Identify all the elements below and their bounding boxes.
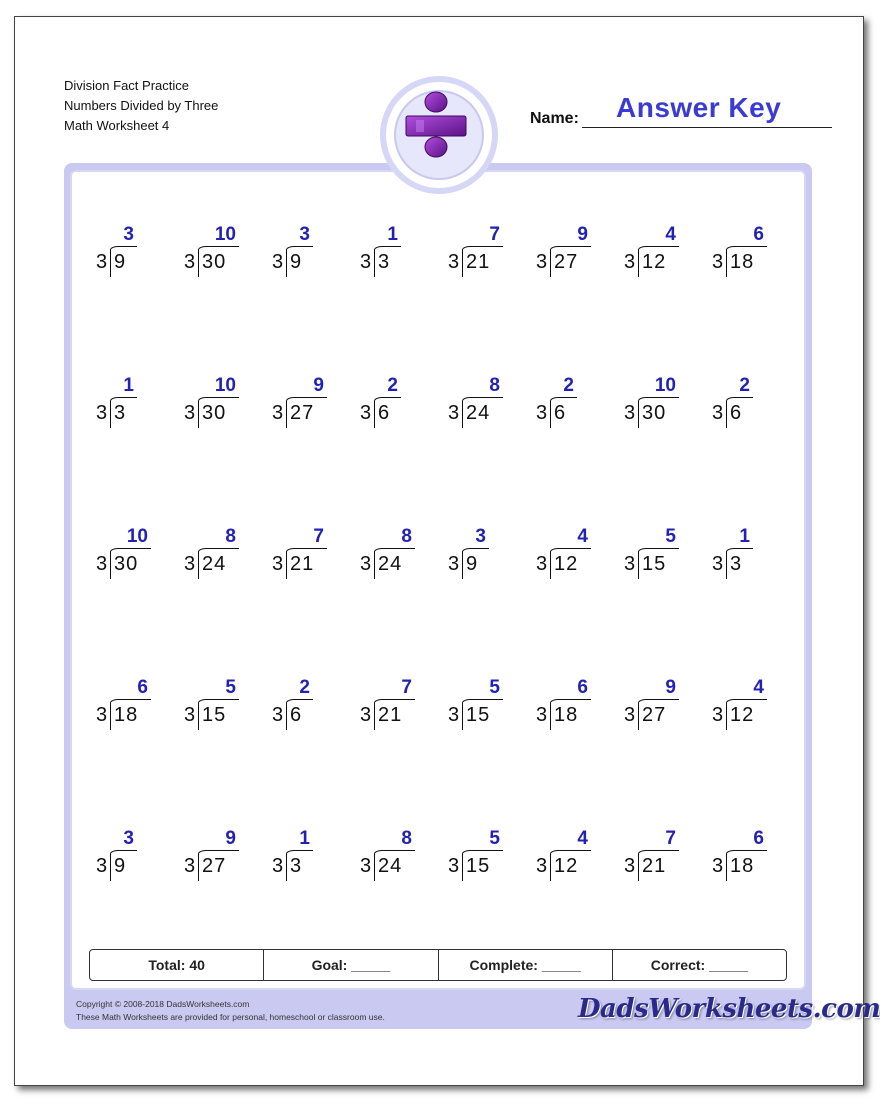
- division-problem: [354, 677, 414, 737]
- quotient-answer: 4: [753, 677, 764, 698]
- dividend: 3: [378, 251, 391, 273]
- quotient-answer: 6: [753, 828, 764, 849]
- dividend: 24: [378, 553, 403, 575]
- dividend: 18: [554, 704, 579, 726]
- division-problem: [90, 828, 150, 888]
- division-problem: [530, 677, 590, 737]
- divisor: 3: [360, 251, 372, 273]
- divisor: 3: [624, 855, 636, 877]
- divisor: 3: [624, 251, 636, 273]
- goal-cell: Goal: _____: [264, 950, 438, 980]
- quotient-answer: 8: [225, 526, 236, 547]
- division-problem: [442, 375, 502, 435]
- dividend: 12: [730, 704, 755, 726]
- divisor: 3: [712, 402, 724, 424]
- dividend: 12: [554, 553, 579, 575]
- divisor: 3: [272, 553, 284, 575]
- division-problem: [178, 526, 238, 586]
- quotient-answer: 6: [577, 677, 588, 698]
- divisor: 3: [360, 553, 372, 575]
- dividend: 27: [202, 855, 227, 877]
- dividend: 18: [730, 855, 755, 877]
- dividend: 27: [642, 704, 667, 726]
- site-logo: DadsWorksheets.com: [578, 994, 880, 1024]
- quotient-answer: 1: [299, 828, 310, 849]
- dividend: 6: [290, 704, 303, 726]
- name-field: [530, 92, 832, 128]
- name-label: Name:: [530, 110, 579, 127]
- dividend: 21: [642, 855, 667, 877]
- divisor: 3: [96, 251, 108, 273]
- quotient-answer: 5: [489, 677, 500, 698]
- quotient-answer: 4: [577, 526, 588, 547]
- name-value: Answer Key: [616, 92, 782, 123]
- divisor: 3: [272, 402, 284, 424]
- division-problem: [706, 526, 766, 586]
- division-problem: [266, 828, 326, 888]
- divisor: 3: [96, 402, 108, 424]
- dividend: 30: [202, 402, 227, 424]
- quotient-answer: 8: [401, 828, 412, 849]
- divisor: 3: [448, 855, 460, 877]
- usage-notice: These Math Worksheets are provided for personal, homeschool or classroom use.: [76, 1012, 385, 1022]
- division-problem: [178, 828, 238, 888]
- divisor: 3: [712, 704, 724, 726]
- quotient-answer: 2: [739, 375, 750, 396]
- dividend: 15: [642, 553, 667, 575]
- dividend: 6: [378, 402, 391, 424]
- dividend: 6: [730, 402, 743, 424]
- quotient-answer: 6: [753, 224, 764, 245]
- division-problem: [618, 526, 678, 586]
- quotient-answer: 2: [563, 375, 574, 396]
- title-line-2: Numbers Divided by Three: [64, 98, 219, 113]
- division-problem: [706, 224, 766, 284]
- quotient-answer: 8: [401, 526, 412, 547]
- divisor: 3: [448, 553, 460, 575]
- division-problem: [706, 375, 766, 435]
- dividend: 24: [466, 402, 491, 424]
- title-line-1: Division Fact Practice: [64, 78, 189, 93]
- divisor: 3: [624, 402, 636, 424]
- dividend: 30: [202, 251, 227, 273]
- divisor: 3: [272, 704, 284, 726]
- division-problem: [618, 375, 678, 435]
- quotient-answer: 9: [313, 375, 324, 396]
- division-problem: [530, 224, 590, 284]
- divisor: 3: [536, 251, 548, 273]
- divisor: 3: [360, 704, 372, 726]
- division-problem: [442, 526, 502, 586]
- worksheet-title: [64, 76, 218, 136]
- quotient-answer: 3: [123, 224, 134, 245]
- dividend: 12: [554, 855, 579, 877]
- divisor: 3: [448, 704, 460, 726]
- dividend: 9: [114, 855, 127, 877]
- division-problem: [618, 677, 678, 737]
- dividend: 24: [378, 855, 403, 877]
- division-problem: [266, 677, 326, 737]
- divisor: 3: [184, 402, 196, 424]
- divisor: 3: [184, 553, 196, 575]
- emblem: [380, 76, 498, 194]
- quotient-answer: 10: [214, 375, 236, 396]
- dividend: 27: [290, 402, 315, 424]
- division-problem: [618, 224, 678, 284]
- divisor: 3: [272, 251, 284, 273]
- divisor: 3: [448, 251, 460, 273]
- divisor: 3: [272, 855, 284, 877]
- division-problem: [354, 526, 414, 586]
- dividend: 15: [466, 855, 491, 877]
- dividend: 9: [290, 251, 303, 273]
- quotient-answer: 6: [137, 677, 148, 698]
- division-problem: [90, 677, 150, 737]
- quotient-answer: 9: [225, 828, 236, 849]
- dividend: 3: [114, 402, 127, 424]
- divisor: 3: [184, 855, 196, 877]
- dividend: 9: [466, 553, 479, 575]
- division-problem: [354, 828, 414, 888]
- division-problem: [442, 677, 502, 737]
- divisor: 3: [184, 251, 196, 273]
- divisor: 3: [624, 553, 636, 575]
- dividend: 9: [114, 251, 127, 273]
- division-problem: [530, 828, 590, 888]
- quotient-answer: 7: [401, 677, 412, 698]
- divisor: 3: [360, 402, 372, 424]
- divisor: 3: [712, 251, 724, 273]
- division-problem: [178, 375, 238, 435]
- dividend: 15: [202, 704, 227, 726]
- division-problem: [266, 526, 326, 586]
- quotient-answer: 7: [489, 224, 500, 245]
- quotient-answer: 5: [665, 526, 676, 547]
- division-problem: [530, 375, 590, 435]
- division-problem: [442, 828, 502, 888]
- divisor: 3: [712, 553, 724, 575]
- dividend: 21: [466, 251, 491, 273]
- quotient-answer: 3: [475, 526, 486, 547]
- divisor: 3: [184, 704, 196, 726]
- division-problem: [354, 375, 414, 435]
- dividend: 21: [378, 704, 403, 726]
- dividend: 30: [642, 402, 667, 424]
- division-problem: [90, 526, 150, 586]
- divisor: 3: [448, 402, 460, 424]
- dividend: 12: [642, 251, 667, 273]
- quotient-answer: 1: [123, 375, 134, 396]
- divisor: 3: [96, 553, 108, 575]
- quotient-answer: 4: [577, 828, 588, 849]
- dividend: 15: [466, 704, 491, 726]
- dividend: 3: [290, 855, 303, 877]
- quotient-answer: 4: [665, 224, 676, 245]
- quotient-answer: 2: [299, 677, 310, 698]
- dividend: 18: [114, 704, 139, 726]
- quotient-answer: 5: [225, 677, 236, 698]
- complete-cell: Complete: _____: [439, 950, 613, 980]
- division-problem: [530, 526, 590, 586]
- quotient-answer: 5: [489, 828, 500, 849]
- dividend: 30: [114, 553, 139, 575]
- name-underline: [582, 126, 832, 128]
- divisor: 3: [536, 402, 548, 424]
- quotient-answer: 3: [299, 224, 310, 245]
- division-problem: [266, 375, 326, 435]
- quotient-answer: 10: [126, 526, 148, 547]
- divisor: 3: [536, 704, 548, 726]
- quotient-answer: 7: [665, 828, 676, 849]
- divisor: 3: [536, 553, 548, 575]
- division-problem: [706, 677, 766, 737]
- total-cell: Total: 40: [90, 950, 264, 980]
- quotient-answer: 9: [577, 224, 588, 245]
- division-problem: [178, 224, 238, 284]
- quotient-answer: 3: [123, 828, 134, 849]
- quotient-answer: 1: [387, 224, 398, 245]
- dividend: 24: [202, 553, 227, 575]
- division-problem: [90, 375, 150, 435]
- division-problem: [618, 828, 678, 888]
- quotient-answer: 8: [489, 375, 500, 396]
- quotient-answer: 10: [654, 375, 676, 396]
- division-sign-icon: [380, 76, 498, 194]
- divisor: 3: [624, 704, 636, 726]
- quotient-answer: 7: [313, 526, 324, 547]
- division-problem: [706, 828, 766, 888]
- division-problem: [266, 224, 326, 284]
- quotient-answer: 2: [387, 375, 398, 396]
- division-problem: [90, 224, 150, 284]
- divisor: 3: [96, 855, 108, 877]
- quotient-answer: 1: [739, 526, 750, 547]
- dividend: 6: [554, 402, 567, 424]
- footer-text: [76, 998, 385, 1024]
- quotient-answer: 9: [665, 677, 676, 698]
- quotient-answer: 10: [214, 224, 236, 245]
- dividend: 27: [554, 251, 579, 273]
- divisor: 3: [360, 855, 372, 877]
- division-problem: [354, 224, 414, 284]
- score-box: [89, 949, 787, 981]
- division-problem: [442, 224, 502, 284]
- correct-cell: Correct: _____: [650, 957, 749, 973]
- dividend: 21: [290, 553, 315, 575]
- dividend: 3: [730, 553, 743, 575]
- division-problem: [178, 677, 238, 737]
- divisor: 3: [712, 855, 724, 877]
- dividend: 18: [730, 251, 755, 273]
- title-line-3: Math Worksheet 4: [64, 118, 170, 133]
- divisor: 3: [96, 704, 108, 726]
- copyright-text: Copyright © 2008-2018 DadsWorksheets.com: [76, 999, 250, 1009]
- divisor: 3: [536, 855, 548, 877]
